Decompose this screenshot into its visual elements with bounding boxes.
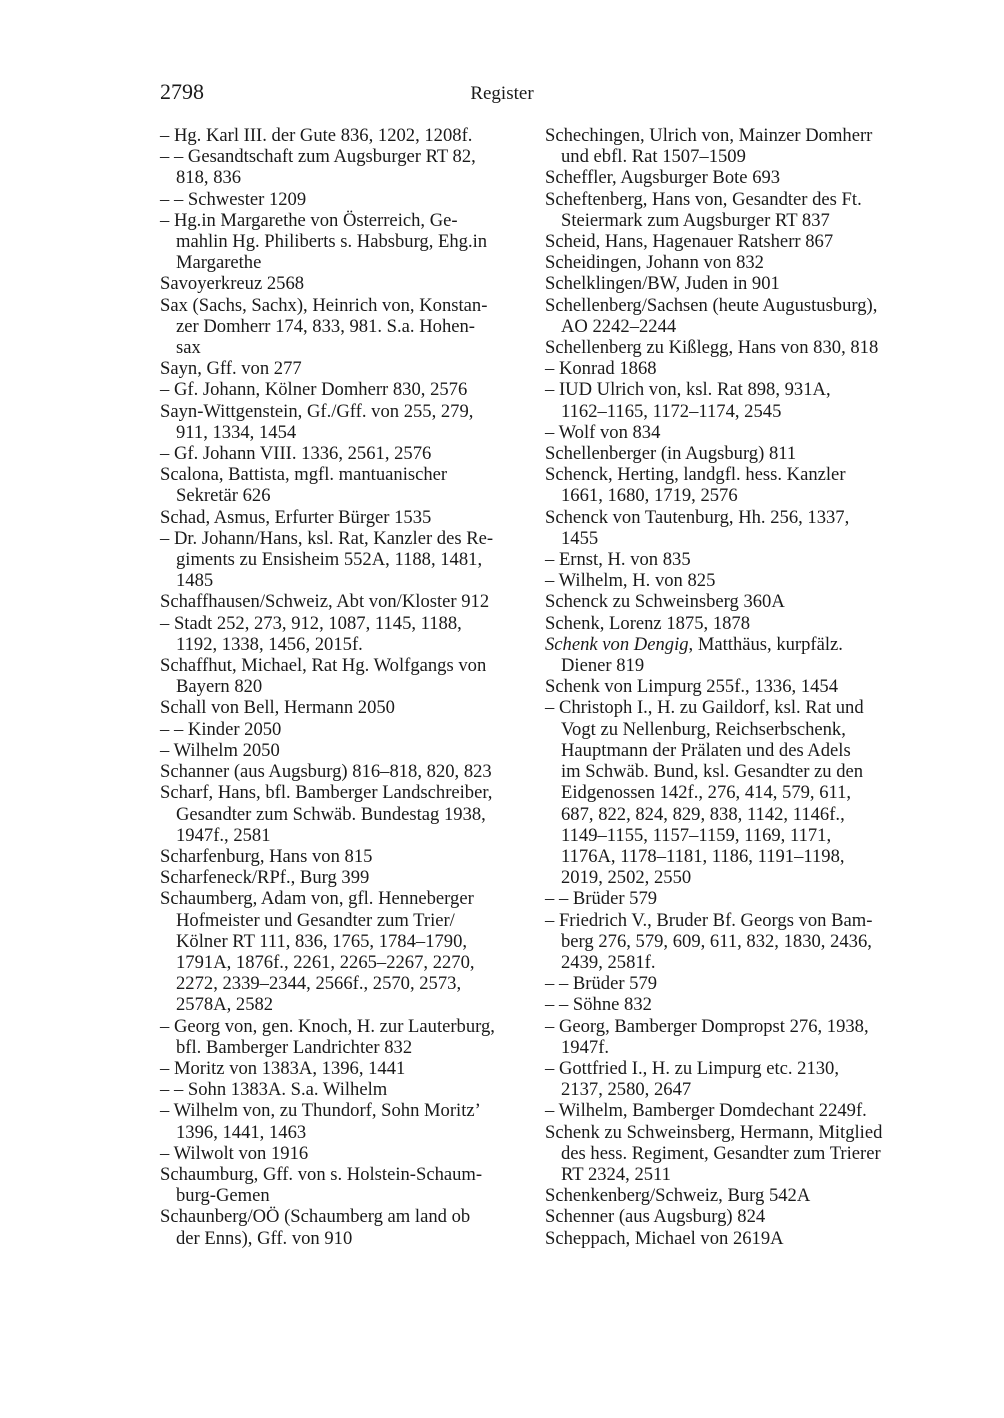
index-entry-line [561, 1079, 915, 1100]
index-entry-text: – – Kinder 2050 [160, 718, 282, 740]
index-entry [545, 507, 915, 549]
index-entry-line [160, 294, 522, 316]
index-entry-text: – Hg. Karl III. der Gute 836, 1202, 1208f. [160, 125, 473, 146]
index-entry-line [561, 655, 915, 676]
index-entry-line [545, 421, 915, 443]
index-entry-line [561, 1164, 915, 1185]
index-entry-line [160, 527, 522, 549]
index-entry-line [545, 252, 915, 274]
index-entry-line [160, 1206, 522, 1228]
index-entry-line [176, 1037, 522, 1058]
index-entry-text: Sayn-Wittgenstein, Gf./Gff. von 255, 279, [160, 400, 474, 422]
index-entry-line [160, 358, 522, 380]
index-entry-text: Schelklingen/BW, Juden in 901 [545, 273, 780, 295]
index-entry-text: Vogt zu Nellenburg, Reichserbschenk, [561, 718, 846, 740]
index-entry-line [545, 1227, 915, 1249]
index-entry-text: Schaunberg/OÖ (Schaumberg am land ob [160, 1206, 471, 1228]
index-entry-text: 911, 1334, 1454 [176, 421, 297, 443]
index-entry-line [545, 697, 915, 719]
index-entry-line [160, 443, 522, 465]
index-entry-line [176, 252, 522, 273]
index-entry-text: – – Söhne 832 [545, 994, 652, 1016]
index-entry [160, 189, 522, 210]
index-entry-line [160, 209, 522, 231]
index-entry [160, 761, 522, 782]
index-entry-line [176, 422, 522, 443]
index-entry-line [176, 570, 522, 591]
index-entry-line [561, 719, 915, 740]
index-entry-text: 1396, 1441, 1463 [176, 1121, 307, 1143]
index-entry-text: – Wilhelm, Bamberger Domdechant 2249f. [545, 1100, 867, 1122]
index-entry-line [545, 549, 915, 571]
index-entry-line [561, 528, 915, 549]
index-entry [545, 422, 915, 443]
index-entry-text: Schenkenberg/Schweiz, Burg 542A [545, 1185, 811, 1207]
index-entry-line [160, 125, 522, 146]
index-entry-text: – IUD Ulrich von, ksl. Rat 898, 931A, [545, 379, 831, 401]
index-entry [160, 295, 522, 359]
index-entry-line [545, 294, 915, 316]
index-entry-text: zer Domherr 174, 833, 981. S.a. Hohen- [176, 315, 475, 337]
index-entry [160, 507, 522, 528]
index-entry [160, 464, 522, 506]
index-entry-line [160, 1100, 522, 1122]
index-entry [545, 273, 915, 294]
index-entry [545, 464, 915, 506]
index-entry-line [160, 697, 522, 719]
index-entry-text: – – Sohn 1383A. S.a. Wilhelm [160, 1079, 388, 1101]
index-entry-text: Sax (Sachs, Sachx), Heinrich von, Konstan- [160, 294, 488, 316]
index-entry-text: Schellenberger (in Augsburg) 811 [545, 443, 797, 465]
index-entry-line [160, 379, 522, 401]
index-entry-text: 818, 836 [176, 167, 242, 189]
index-entry-line [545, 167, 915, 189]
index-entry-line [545, 973, 915, 995]
index-entry [545, 676, 915, 697]
index-column-right [545, 125, 915, 1249]
index-entry-line [160, 718, 522, 740]
index-entry-text: – Hg.in Margarethe von Österreich, Ge- [160, 209, 458, 231]
index-entry [160, 613, 522, 655]
index-entry-text: der Enns), Gff. von 910 [176, 1227, 353, 1249]
index-entry-line [176, 231, 522, 252]
index-entry-line [561, 146, 915, 167]
index-entry-line [176, 952, 522, 973]
index-entry-text: sax [176, 337, 201, 359]
index-entry [160, 1164, 522, 1206]
index-entry [160, 1100, 522, 1142]
index-entry-line [561, 740, 915, 761]
index-entry-line [545, 1057, 915, 1079]
index-entry-text: Kölner RT 111, 836, 1765, 1784–1790, [176, 930, 468, 952]
index-entry [545, 379, 915, 421]
index-entry [160, 846, 522, 867]
index-entry-text: – – Brüder 579 [545, 888, 658, 910]
index-entry-text: Schaffhut, Michael, Rat Hg. Wolfgangs von [160, 655, 487, 677]
index-entry-text: 687, 822, 824, 829, 838, 1142, 1146f., [561, 803, 845, 825]
index-entry-line [176, 1228, 522, 1249]
index-entry [545, 231, 915, 252]
index-entry-line [160, 400, 522, 422]
index-entry-text: – Friedrich V., Bruder Bf. Georgs von Bam- [545, 909, 873, 931]
index-entry-line [561, 782, 915, 803]
index-entry [160, 379, 522, 400]
index-entry [545, 570, 915, 591]
index-entry-line [160, 464, 522, 486]
index-entry-text: RT 2324, 2511 [561, 1163, 671, 1185]
index-entry-text: Savoyerkreuz 2568 [160, 273, 305, 295]
index-entry-text: – Wilwolt von 1916 [160, 1142, 309, 1164]
index-entry-text: – Christoph I., H. zu Gaildorf, ksl. Rat und [545, 697, 864, 719]
index-entry-text: im Schwäb. Bund, ksl. Gesandter zu den [561, 761, 864, 783]
index-entry [160, 1206, 522, 1248]
index-entry-line [160, 1079, 522, 1101]
index-entry-line [160, 1142, 522, 1164]
index-entry-line [545, 1121, 915, 1143]
index-entry-line [176, 994, 522, 1015]
index-entry-text: Schall von Bell, Hermann 2050 [160, 697, 395, 719]
index-entry-line [545, 1185, 915, 1207]
index-entry-text: 2439, 2581f. [561, 951, 656, 973]
index-entry [545, 337, 915, 358]
index-entry [160, 210, 522, 274]
index-entry [545, 973, 915, 994]
index-entry [545, 1206, 915, 1227]
index-entry [160, 782, 522, 846]
index-entry-text: Scheftenberg, Hans von, Gesandter des Ft. [545, 188, 862, 210]
index-entry-text: – Georg, Bamberger Dompropst 276, 1938, [545, 1015, 869, 1037]
index-entry-text: Scheid, Hans, Hagenauer Ratsherr 867 [545, 231, 834, 253]
index-entry-line [160, 1163, 522, 1185]
index-entry-text: und ebfl. Rat 1507–1509 [561, 146, 746, 168]
index-entry-text: mahlin Hg. Philiberts s. Habsburg, Ehg.in [176, 231, 488, 253]
index-entry-text: Schenner (aus Augsburg) 824 [545, 1206, 766, 1228]
index-entry [160, 528, 522, 592]
index-entry-line [545, 464, 915, 486]
index-entry [545, 1185, 915, 1206]
index-entry-text: Scheffler, Augsburger Bote 693 [545, 167, 781, 189]
index-entry [160, 1058, 522, 1079]
index-entry-line [545, 231, 915, 253]
index-entry-line [561, 1143, 915, 1164]
index-entry-line [561, 931, 915, 952]
index-entry [545, 549, 915, 570]
index-entry [545, 697, 915, 888]
index-entry-text: – Georg von, gen. Knoch, H. zur Lauterburg, [160, 1015, 495, 1037]
index-entry-line [160, 188, 522, 210]
index-entry-text: AO 2242–2244 [561, 315, 677, 337]
index-entry-line [160, 591, 522, 613]
index-entry-text: Schaffhausen/Schweiz, Abt von/Kloster 912 [160, 591, 490, 613]
index-entry [545, 994, 915, 1015]
index-entry-line [545, 994, 915, 1016]
index-entry-line [176, 1185, 522, 1206]
index-entry-text: – Wilhelm von, zu Thundorf, Sohn Moritz’ [160, 1100, 481, 1122]
index-entry [545, 888, 915, 909]
index-entry-text: giments zu Ensisheim 552A, 1188, 1481, [176, 549, 483, 571]
index-entry-text: 2272, 2339–2344, 2566f., 2570, 2573, [176, 973, 462, 995]
index-entry-text: – Konrad 1868 [545, 358, 657, 380]
index-entry [545, 1122, 915, 1186]
index-entry-text: 1176A, 1178–1181, 1186, 1191–1198, [561, 845, 845, 867]
index-entry-text: 1947f., 2581 [176, 824, 271, 846]
index-entry-text: Schanner (aus Augsburg) 816–818, 820, 823 [160, 761, 492, 783]
index-entry-text: 2019, 2502, 2550 [561, 867, 692, 889]
index-entry-text: Schenck, Herting, landgfl. hess. Kanzler [545, 464, 846, 486]
index-entry-text: Sayn, Gff. von 277 [160, 358, 302, 380]
index-entry-text: Scharfeneck/RPf., Burg 399 [160, 867, 370, 889]
index-entry-text: – Wolf von 834 [545, 421, 661, 443]
index-entry [160, 1143, 522, 1164]
index-entry-line [160, 273, 522, 295]
index-entry-text: Scheppach, Michael von 2619A [545, 1227, 784, 1249]
index-entry-text: 1162–1165, 1172–1174, 2545 [561, 400, 782, 422]
index-entry [160, 358, 522, 379]
index-entry-text: – – Brüder 579 [545, 973, 658, 995]
index-entry-line [561, 761, 915, 782]
index-entry-text: Scheidingen, Johann von 832 [545, 252, 764, 274]
index-entry-text: Schad, Asmus, Erfurter Bürger 1535 [160, 506, 432, 528]
index-entry [160, 401, 522, 443]
index-entry-line [176, 634, 522, 655]
index-entry-text: Schenck von Tautenburg, Hh. 256, 1337, [545, 506, 850, 528]
index-entry [160, 125, 522, 146]
index-entry-text: 1947f. [561, 1036, 610, 1058]
index-entry [545, 252, 915, 273]
index-entry-text: bfl. Bamberger Landrichter 832 [176, 1036, 413, 1058]
index-entry-line [176, 910, 522, 931]
index-entry-line [160, 888, 522, 910]
index-entry-text: 1485 [176, 570, 214, 592]
index-entry [545, 1058, 915, 1100]
index-entry [545, 613, 915, 634]
index-entry [545, 125, 915, 167]
index-entry-line [176, 804, 522, 825]
index-entry-line [545, 125, 915, 146]
index-entry-line [176, 337, 522, 358]
index-entry-line [545, 379, 915, 401]
index-entry-text: – Ernst, H. von 835 [545, 549, 691, 571]
index-entry-text: Scharf, Hans, bfl. Bamberger Landschreiber, [160, 782, 493, 804]
index-entry-line [561, 1037, 915, 1058]
index-entry-line [545, 909, 915, 931]
index-entry [160, 740, 522, 761]
index-entry [545, 358, 915, 379]
index-entry-text: – – Gesandtschaft zum Augsburger RT 82, [160, 146, 476, 168]
index-entry [160, 655, 522, 697]
index-entry-text: – Moritz von 1383A, 1396, 1441 [160, 1057, 406, 1079]
index-column-left [160, 125, 522, 1249]
index-entry-line [545, 273, 915, 295]
index-entry-text: – Wilhelm, H. von 825 [545, 570, 716, 592]
index-entry-text: Schenck zu Schweinsberg 360A [545, 591, 785, 613]
index-entry-text: Bayern 820 [176, 676, 263, 698]
index-entry-line [160, 146, 522, 168]
index-entry-line [545, 443, 915, 465]
index-entry-line [545, 337, 915, 359]
index-entry-line [545, 676, 915, 698]
index-entry-line [176, 485, 522, 506]
index-entry-text: Hofmeister und Gesandter zum Trier/ [176, 909, 455, 931]
index-entry-line [176, 973, 522, 994]
index-entry-line [160, 1015, 522, 1037]
index-entry-line [545, 188, 915, 210]
index-entry-text: 2137, 2580, 2647 [561, 1079, 692, 1101]
index-entry-line [545, 1015, 915, 1037]
index-entry-line [561, 210, 915, 231]
index-entry-text: – Gf. Johann, Kölner Domherr 830, 2576 [160, 379, 468, 401]
index-entry-text: 2578A, 2582 [176, 994, 274, 1016]
index-entry-line [561, 401, 915, 422]
index-entry-line [545, 358, 915, 380]
index-entry-line [160, 612, 522, 634]
index-entry-line [160, 782, 522, 804]
index-entry [160, 146, 522, 188]
index-entry-line [160, 655, 522, 677]
index-entry-text: Hauptmann der Prälaten und des Adels [561, 739, 851, 761]
index-entry-text: 1791A, 1876f., 2261, 2265–2267, 2270, [176, 951, 475, 973]
page-number: 2798 [160, 79, 204, 104]
index-entry-line [545, 612, 915, 634]
index-entry [545, 1016, 915, 1058]
index-entry [160, 273, 522, 294]
index-entry [545, 1100, 915, 1121]
index-entry [545, 167, 915, 188]
index-entry [545, 443, 915, 464]
index-entry-line [545, 591, 915, 613]
index-entry-text: Diener 819 [561, 655, 645, 677]
index-entry-text: Schaumberg, Adam von, gfl. Henneberger [160, 888, 474, 910]
index-entry-text: Schenk von Limpurg 255f., 1336, 1454 [545, 676, 839, 698]
index-entry-line [176, 316, 522, 337]
index-entry [160, 591, 522, 612]
index-entry-text: Schechingen, Ulrich von, Mainzer Domherr [545, 125, 873, 146]
index-entry-line [176, 825, 522, 846]
index-entry [545, 634, 915, 676]
index-entry-line [160, 1057, 522, 1079]
index-entry-text: 1661, 1680, 1719, 2576 [561, 485, 738, 507]
index-entry-line [561, 804, 915, 825]
index-entry [160, 867, 522, 888]
index-entry [545, 591, 915, 612]
index-entry-text: – Dr. Johann/Hans, ksl. Rat, Kanzler des Re- [160, 527, 494, 549]
index-entry-text: Steiermark zum Augsburger RT 837 [561, 209, 830, 231]
index-entry-line [545, 633, 915, 655]
index-entry [160, 888, 522, 1015]
index-entry-text: 1149–1155, 1157–1159, 1169, 1171, [561, 824, 832, 846]
index-entry-text: Schenk, Lorenz 1875, 1878 [545, 612, 751, 634]
index-entry-line [160, 506, 522, 528]
index-entry-text: burg-Gemen [176, 1185, 270, 1207]
index-entry-text: Schaumburg, Gff. von s. Holstein-Schaum- [160, 1163, 483, 1185]
index-entry-text: des hess. Regiment, Gesandter zum Trierer [561, 1142, 881, 1164]
index-entry [160, 1016, 522, 1058]
index-entry-italic-term: Schenk von Dengig [545, 633, 689, 655]
index-entry-text: Scharfenburg, Hans von 815 [160, 845, 373, 867]
index-entry [545, 189, 915, 231]
index-entry-text: Schellenberg zu Kißlegg, Hans von 830, 818 [545, 337, 879, 359]
index-entry-line [160, 761, 522, 783]
index-entry-text: 1455 [561, 527, 599, 549]
index-entry-line [545, 888, 915, 910]
index-entry [545, 295, 915, 337]
index-entry-text: Scalona, Battista, mgfl. mantuanischer [160, 464, 448, 486]
index-entry-line [545, 1100, 915, 1122]
index-entry [160, 443, 522, 464]
index-entry-line [545, 506, 915, 528]
index-entry-line [561, 485, 915, 506]
index-entry-text: Schellenberg/Sachsen (heute Augustusburg), [545, 294, 878, 316]
index-entry-text: 1192, 1338, 1456, 2015f. [176, 633, 363, 655]
index-entry-text: , Matthäus, kurpfälz. [688, 633, 843, 655]
index-entry-line [176, 167, 522, 188]
index-entry [545, 910, 915, 974]
index-entry-line [176, 549, 522, 570]
index-entry-line [176, 676, 522, 697]
running-head: Register [470, 83, 534, 104]
index-entry-line [561, 867, 915, 888]
index-entry-text: berg 276, 579, 609, 611, 832, 1830, 2436, [561, 930, 872, 952]
index-entry [545, 1228, 915, 1249]
index-entry-line [561, 825, 915, 846]
index-entry-text: Schenk zu Schweinsberg, Hermann, Mitglied [545, 1121, 883, 1143]
index-entry-text: Sekretär 626 [176, 485, 271, 507]
index-entry-text: – Gf. Johann VIII. 1336, 2561, 2576 [160, 443, 432, 465]
index-entry [160, 697, 522, 718]
index-entry-text: Margarethe [176, 252, 262, 274]
index-entry-line [160, 845, 522, 867]
index-entry-line [176, 1122, 522, 1143]
index-entry-text: Gesandter zum Schwäb. Bundestag 1938, [176, 803, 486, 825]
index-entry-line [561, 316, 915, 337]
index-entry-text: Eidgenossen 142f., 276, 414, 579, 611, [561, 782, 852, 804]
index-entry-text: – Gottfried I., H. zu Limpurg etc. 2130, [545, 1057, 839, 1079]
index-entry-line [561, 952, 915, 973]
index-entry [160, 719, 522, 740]
index-entry-text: – – Schwester 1209 [160, 188, 307, 210]
index-entry-line [545, 570, 915, 592]
index-entry-line [561, 846, 915, 867]
index-entry [160, 1079, 522, 1100]
index-entry-line [176, 931, 522, 952]
index-entry-line [160, 867, 522, 889]
index-entry-line [160, 739, 522, 761]
index-entry-line [545, 1206, 915, 1228]
index-entry-text: – Wilhelm 2050 [160, 739, 280, 761]
index-entry-text: – Stadt 252, 273, 912, 1087, 1145, 1188, [160, 612, 462, 634]
